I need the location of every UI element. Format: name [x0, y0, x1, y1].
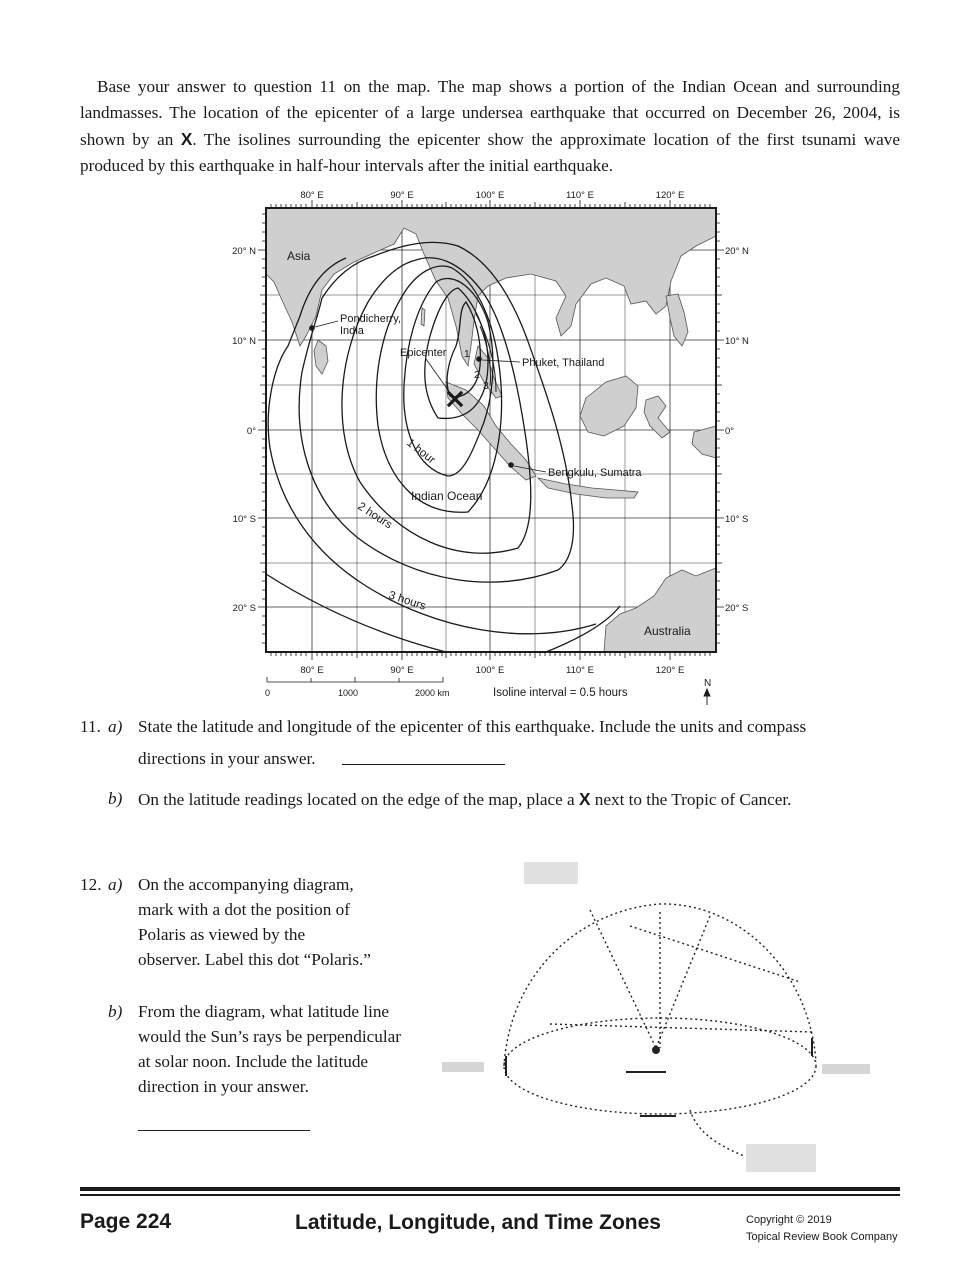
- q11a-answer-blank[interactable]: [342, 746, 505, 765]
- lon-label-bottom-80: 80° E: [300, 665, 324, 676]
- q12-number: 12.: [80, 875, 102, 894]
- lon-label-top-90: 90° E: [390, 190, 414, 201]
- q11a-text-line2: directions in your answer.: [138, 749, 316, 768]
- q12a-line-1: On the accompanying diagram,: [138, 875, 354, 894]
- q11a-text-line1: State the latitude and longitude of the epicenter of this earthquake. Include the units and compass: [138, 717, 807, 736]
- lon-label-bottom-110: 110° E: [566, 665, 594, 676]
- lat-label-right-0: 0°: [725, 426, 735, 437]
- q12a-label: a): [108, 875, 123, 894]
- sun-label-leader: [690, 1110, 744, 1156]
- footer-rule-thin: [80, 1194, 900, 1196]
- q11b-label: b): [108, 789, 123, 808]
- lon-label-bottom-90: 90° E: [390, 665, 414, 676]
- q12b-answer-blank[interactable]: [138, 1112, 310, 1131]
- isoline-label-2-hours: 2 hours: [355, 500, 395, 532]
- q11a-label: a): [108, 717, 123, 736]
- north-label: N: [704, 678, 712, 689]
- lon-label-top-110: 110° E: [566, 190, 594, 201]
- philippines: [666, 294, 688, 346]
- north-arrow: [704, 689, 710, 705]
- australia-landmass: [604, 568, 716, 652]
- sulawesi: [644, 396, 670, 438]
- page-number: Page 224: [80, 1210, 172, 1233]
- question-11: [80, 714, 910, 814]
- q12a-line-2: mark with a dot the position of: [138, 900, 350, 919]
- lon-label-top-100: 100° E: [475, 190, 505, 201]
- lon-label-bottom-120: 120° E: [655, 665, 685, 676]
- copyright-line-2: Topical Review Book Company: [746, 1231, 898, 1243]
- copyright-line-1: Copyright © 2019: [746, 1214, 832, 1226]
- lat-label-left-20s: 20° S: [232, 603, 256, 614]
- tsunami-map: [226, 186, 766, 706]
- epicenter-label: Epicenter: [400, 347, 447, 359]
- question-12: [80, 872, 440, 1142]
- bengkulu-label: Bengkulu, Sumatra: [548, 467, 642, 479]
- isoline-label-3-hours: 3 hours: [387, 589, 428, 613]
- q12b-line-1: From the diagram, what latitude line: [138, 1002, 390, 1021]
- q12b-line-2: would the Sun’s rays be perpendicular: [138, 1027, 401, 1046]
- isoline-label-1-hour: 1 hour: [404, 436, 438, 467]
- celestial-sphere-diagram[interactable]: [440, 852, 880, 1182]
- asia-label: Asia: [287, 249, 311, 263]
- indian-ocean-label: Indian Ocean: [411, 489, 483, 503]
- east-marking: [822, 1064, 870, 1074]
- lat-label-right-10n: 10° N: [725, 336, 749, 347]
- lat-label-left-0: 0°: [246, 426, 256, 437]
- java: [538, 478, 638, 498]
- lon-label-top-120: 120° E: [655, 190, 685, 201]
- q11-number: 11.: [80, 717, 101, 736]
- intro-paragraph: [80, 74, 900, 179]
- q12b-line-3: at solar noon. Include the latitude: [138, 1052, 369, 1071]
- q12b-line-4: direction in your answer.: [138, 1077, 309, 1096]
- axis-line: [550, 1024, 812, 1032]
- phuket-label: Phuket, Thailand: [522, 357, 605, 369]
- isoline-label-n2: 2: [474, 369, 480, 381]
- andaman-islands: [421, 308, 425, 326]
- sun-marking: [746, 1144, 816, 1172]
- pondicherry-label-2: India: [340, 325, 364, 337]
- q12a-line-3: Polaris as viewed by the: [138, 925, 306, 944]
- q12a-line-4: observer. Label this dot “Polaris.”: [138, 950, 371, 969]
- chapter-title: Latitude, Longitude, and Time Zones: [295, 1211, 661, 1234]
- pondicherry-label-1: Pondicherry,: [340, 313, 401, 325]
- scale-label-2000: 2000 km: [415, 688, 450, 698]
- isoline-label-n1: 1: [464, 348, 470, 360]
- copyright: [746, 1212, 898, 1246]
- phuket-dot: [476, 356, 482, 362]
- lat-label-right-10s: 10° S: [725, 514, 749, 525]
- intro-x-mark: X: [180, 129, 193, 149]
- sri-lanka: [314, 340, 328, 374]
- pondicherry-dot: [309, 325, 315, 331]
- observer-point: [652, 1046, 660, 1054]
- lon-label-top-80: 80° E: [300, 190, 324, 201]
- isoline-label-n3: 3: [483, 380, 489, 392]
- west-marking: [442, 1062, 484, 1072]
- lat-label-right-20s: 20° S: [725, 603, 749, 614]
- lat-label-right-20n: 20° N: [725, 246, 749, 257]
- lat-label-left-10s: 10° S: [232, 514, 256, 525]
- q11b-text-before: On the latitude readings located on the edge of the map, place a: [138, 790, 579, 809]
- isoline-interval-note: Isoline interval = 0.5 hours: [493, 687, 628, 699]
- sun-path-line: [630, 926, 800, 982]
- scale-label-1000: 1000: [338, 688, 359, 698]
- bengkulu-dot: [508, 462, 514, 468]
- lat-label-left-20n: 20° N: [232, 246, 256, 257]
- intro-text-2: . The isolines surrounding the epicenter show the approximate location of the first tsunami wave produced by this earthquake in half-hour intervals after the initial earthquake.: [80, 130, 901, 175]
- epicenter-leader: [426, 359, 448, 390]
- q11b-text: [138, 786, 791, 813]
- pondicherry-leader: [315, 321, 338, 327]
- footer-rule-thick: [80, 1187, 900, 1191]
- lat-label-left-10n: 10° N: [232, 336, 256, 347]
- q11b-x-mark: X: [578, 789, 591, 809]
- intro-text-1: Base your answer to question 11 on the map. The map shows a portion of the Indian Ocean and surrounding landmasses. The location of the epicenter of a large undersea earthquake that occurred on December 26, 2004, is shown by an: [80, 77, 900, 149]
- australia-label: Australia: [644, 624, 691, 638]
- lon-label-bottom-100: 100° E: [475, 665, 505, 676]
- new-guinea: [692, 426, 716, 458]
- q12b-label: b): [108, 1002, 123, 1021]
- asia-landmass: [266, 208, 716, 366]
- q11b-text-after: next to the Tropic of Cancer.: [590, 790, 792, 809]
- scale-label-0: 0: [265, 688, 271, 698]
- zenith-marking: [524, 862, 578, 884]
- scale-bar: [267, 677, 443, 682]
